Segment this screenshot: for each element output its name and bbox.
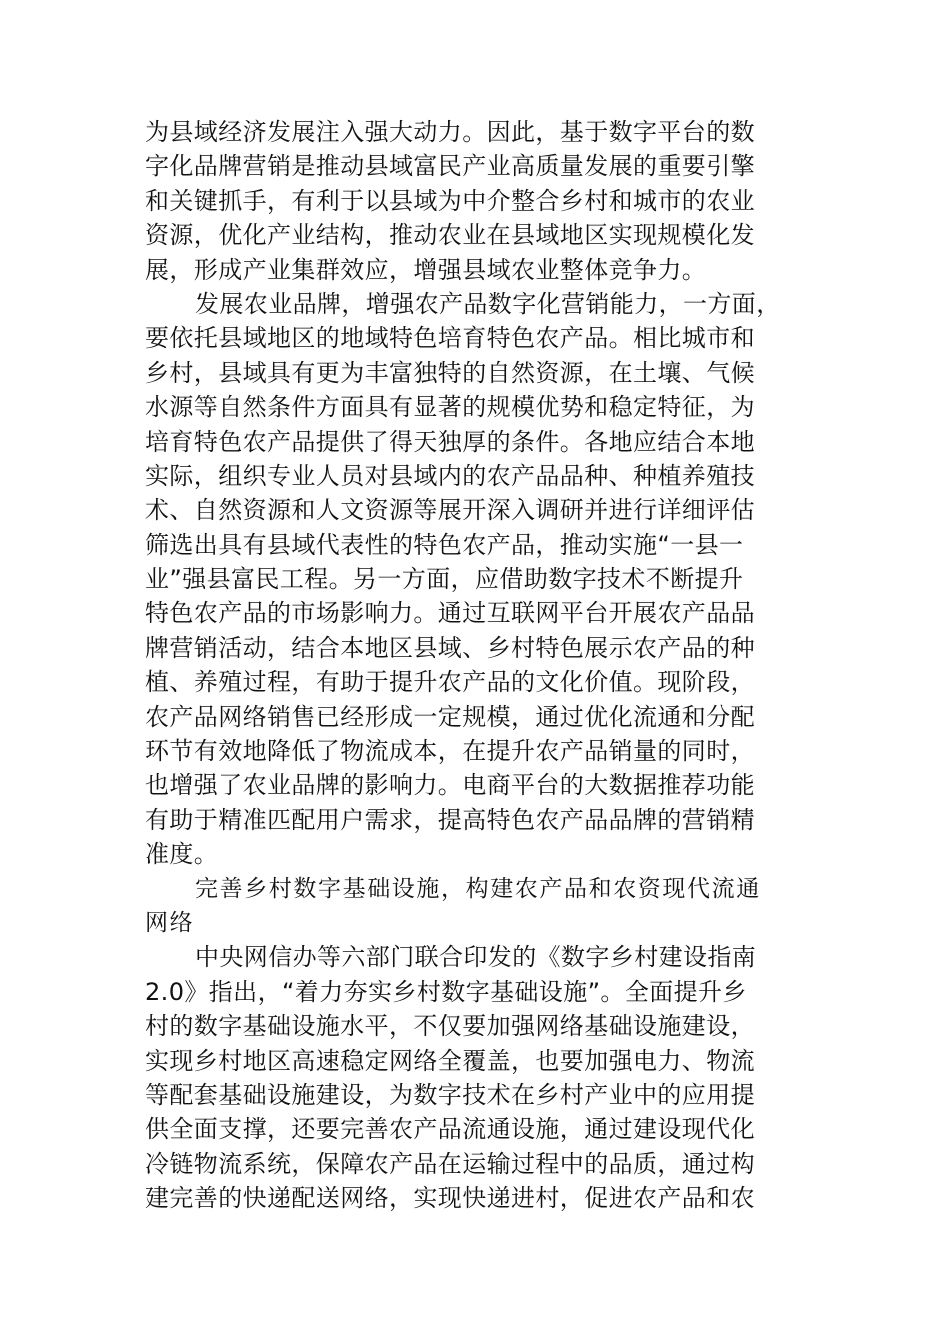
section-heading — [145, 872, 815, 941]
text-line: 环节有效地降低了物流成本，在提升农产品销量的同时， — [145, 737, 755, 766]
document-body — [145, 115, 815, 1216]
text-line: 也增强了农业品牌的影响力。电商平台的大数据推荐功能 — [145, 771, 755, 800]
paragraph-agricultural-brand — [145, 287, 815, 872]
text-line: 中央网信办等六部门联合印发的《数字乡村建设指南 — [195, 943, 757, 972]
text-line: 资源，优化产业结构，推动农业在县域地区实现规模化发 — [145, 221, 755, 250]
text-line: 有助于精准匹配用户需求，提高特色农产品品牌的营销精 — [145, 805, 755, 834]
text-line: 术、自然资源和人文资源等展开深入调研并进行详细评估 — [145, 496, 755, 525]
text-line: 农产品网络销售已经形成一定规模，通过优化流通和分配 — [145, 702, 755, 731]
text-line: 冷链物流系统，保障农产品在运输过程中的品质，通过构 — [145, 1149, 755, 1178]
heading-line: 网络 — [145, 909, 195, 936]
text-line: 等配套基础设施建设，为数字技术在乡村产业中的应用提 — [145, 1080, 755, 1109]
text-line: 和关键抓手，有利于以县域为中介整合乡村和城市的农业 — [145, 186, 755, 215]
text-line: 为县域经济发展注入强大动力。因此，基于数字平台的数 — [145, 118, 755, 146]
text-line: 筛选出具有县域代表性的特色农产品，推动实施“一县一 — [145, 530, 744, 559]
text-line: 植、养殖过程，有助于提升农产品的文化价值。现阶段， — [145, 668, 755, 697]
text-line: 牌营销活动，结合本地区县域、乡村特色展示农产品的种 — [145, 633, 755, 662]
text-line: 准度。 — [145, 840, 219, 869]
text-line: 2.0》指出，“着力夯实乡村数字基础设施”。全面提升乡 — [145, 977, 747, 1006]
text-line: 培育特色农产品提供了得天独厚的条件。各地应结合本地 — [145, 427, 755, 456]
paragraph-digital-infrastructure — [145, 940, 815, 1215]
text-line: 特色农产品的市场影响力。通过互联网平台开展农产品品 — [145, 599, 755, 628]
text-line: 要依托县域地区的地域特色培育特色农产品。相比城市和 — [145, 324, 755, 353]
text-line: 实际，组织专业人员对县域内的农产品品种、种植养殖技 — [145, 461, 755, 490]
text-line: 建完善的快递配送网络，实现快递进村，促进农产品和农 — [145, 1184, 755, 1213]
text-line: 发展农业品牌，增强农产品数字化营销能力，一方面， — [195, 289, 781, 318]
text-line: 供全面支撑，还要完善农产品流通设施，通过建设现代化 — [145, 1115, 755, 1144]
text-line: 乡村，县域具有更为丰富独特的自然资源，在土壤、气候 — [145, 358, 755, 387]
text-line: 展，形成产业集群效应，增强县域农业整体竞争力。 — [145, 255, 707, 284]
paragraph-continuation — [145, 115, 815, 287]
heading-line: 完善乡村数字基础设施，构建农产品和农资现代流通 — [195, 875, 761, 902]
text-line: 实现乡村地区高速稳定网络全覆盖，也要加强电力、物流 — [145, 1046, 755, 1075]
text-line: 字化品牌营销是推动县域富民产业高质量发展的重要引擎 — [145, 152, 755, 181]
text-line: 水源等自然条件方面具有显著的规模优势和稳定特征，为 — [145, 393, 755, 422]
text-line: 村的数字基础设施水平，不仅要加强网络基础设施建设， — [145, 1012, 755, 1041]
text-line: 业”强县富民工程。另一方面，应借助数字技术不断提升 — [145, 565, 744, 594]
